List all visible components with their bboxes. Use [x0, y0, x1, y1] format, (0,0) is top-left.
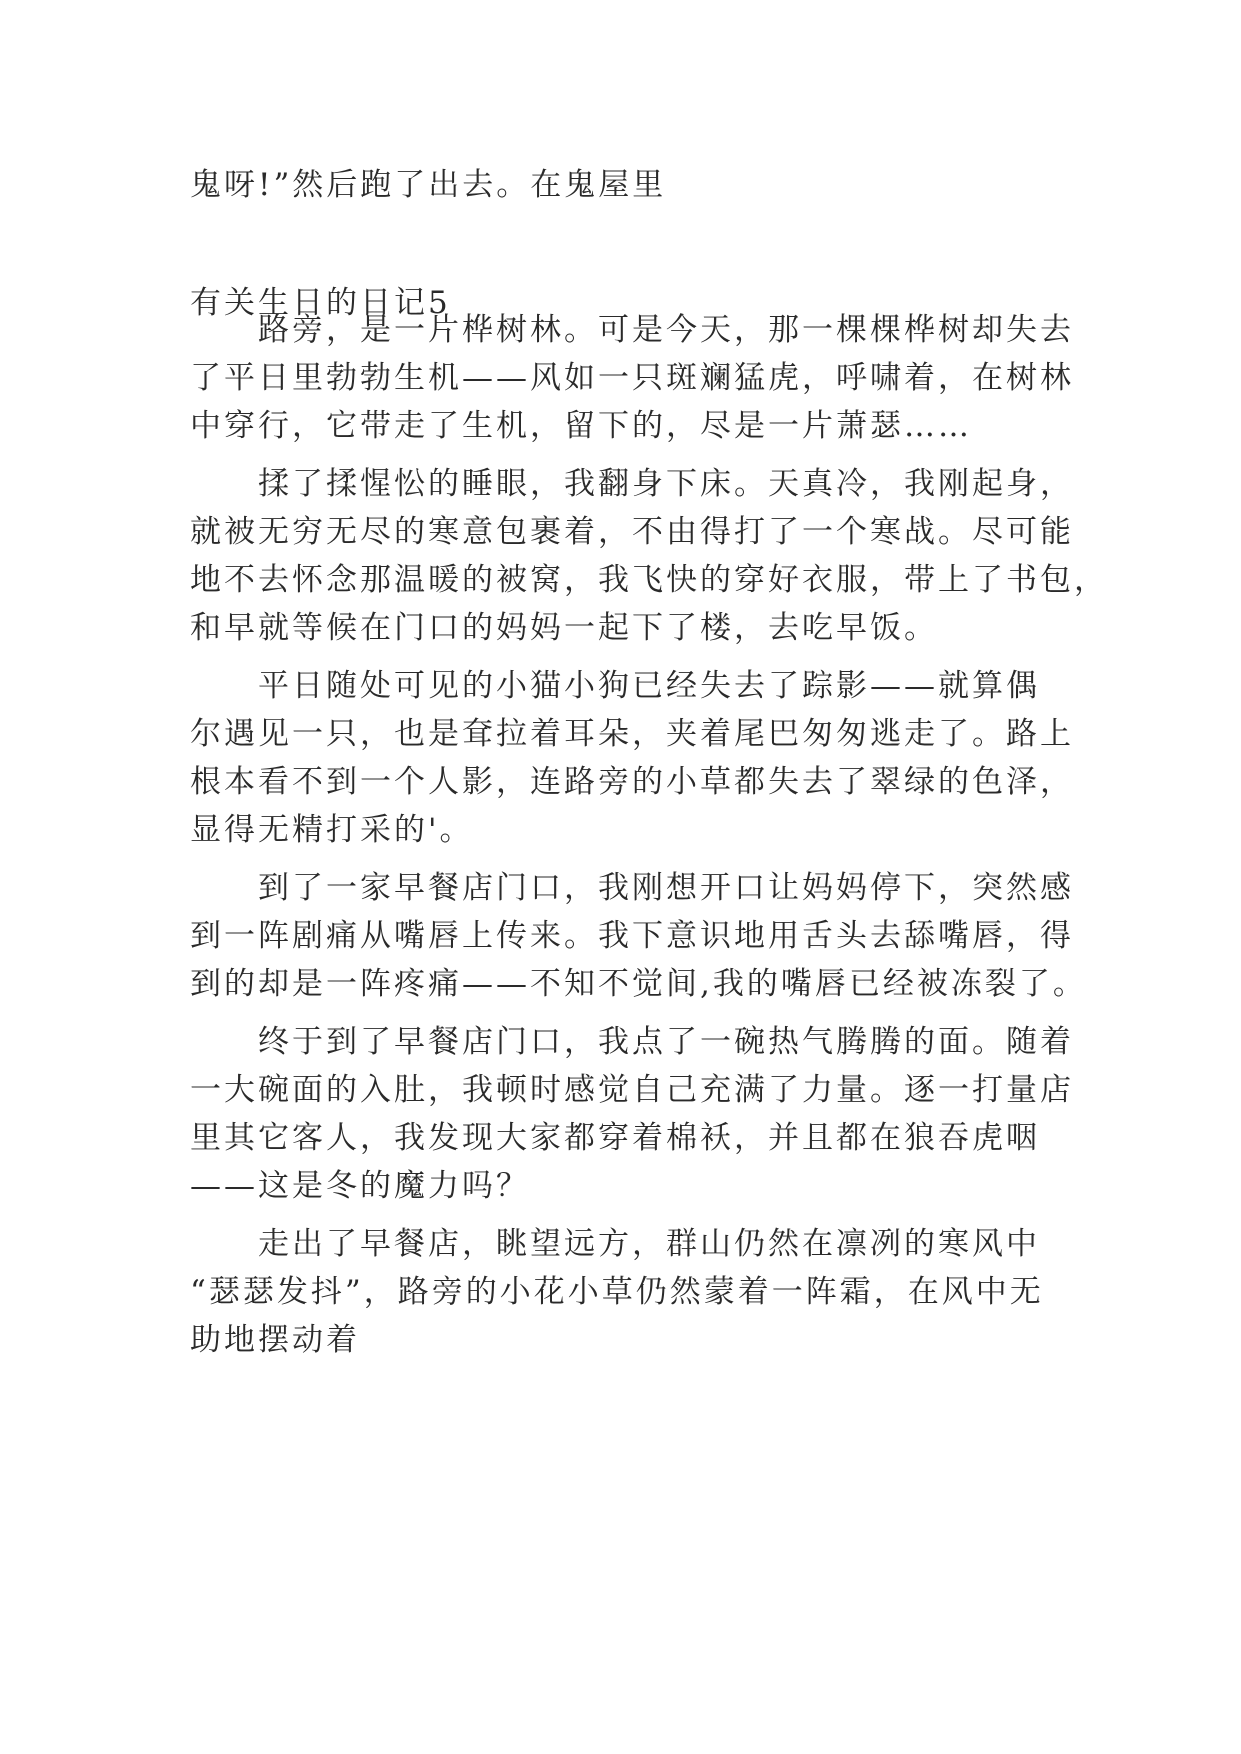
paragraph-line: 一大碗面的入肚，我顿时感觉自己充满了力量。逐一打量店: [190, 1072, 1074, 1108]
paragraph-line: 地不去怀念那温暖的被窝，我飞快的穿好衣服，带上了书包，: [190, 562, 1108, 598]
paragraph-line: 根本看不到一个人影，连路旁的小草都失去了翠绿的色泽，: [190, 764, 1074, 800]
paragraph-line: 中穿行，它带走了生机，留下的，尽是一片萧瑟……: [190, 408, 972, 444]
paragraph-line: 了平日里勃勃生机——风如一只斑斓猛虎，呼啸着，在树林: [190, 360, 1074, 396]
paragraph-line: 就被无穷无尽的寒意包裹着，不由得打了一个寒战。尽可能: [190, 514, 1074, 550]
paragraph-line: 里其它客人，我发现大家都穿着棉袄，并且都在狼吞虎咽: [190, 1120, 1040, 1156]
paragraph-line: 尔遇见一只，也是耷拉着耳朵，夹着尾巴匆匆逃走了。路上: [190, 716, 1074, 752]
paragraph-line: 显得无精打采的'。: [190, 812, 474, 848]
paragraph-line: 路旁，是一片桦树林。可是今天，那一棵棵桦树却失去: [258, 312, 1074, 348]
paragraph-line: 到了一家早餐店门口，我刚想开口让妈妈停下，突然感: [258, 870, 1074, 906]
paragraph-line: 助地摆动着: [190, 1322, 360, 1358]
paragraph-line: ——这是冬的魔力吗？: [190, 1168, 530, 1204]
paragraph-line: 到的却是一阵疼痛——不知不觉间,我的嘴唇已经被冻裂了。: [190, 966, 1087, 1002]
fragment-line: 鬼呀!”然后跑了出去。在鬼屋里: [190, 167, 667, 203]
paragraph-line: 和早就等候在门口的妈妈一起下了楼，去吃早饭。: [190, 610, 938, 646]
paragraph-line: “瑟瑟发抖”，路旁的小花小草仍然蒙着一阵霜，在风中无: [190, 1274, 1044, 1310]
paragraph-line: 走出了早餐店，眺望远方，群山仍然在凛冽的寒风中: [258, 1226, 1040, 1262]
paragraph-line: 到一阵剧痛从嘴唇上传来。我下意识地用舌头去舔嘴唇，得: [190, 918, 1074, 954]
section-heading: 有关生日的日记5: [190, 285, 451, 321]
paragraph-line: 揉了揉惺忪的睡眼，我翻身下床。天真冷，我刚起身，: [258, 466, 1074, 502]
paragraph-line: 终于到了早餐店门口，我点了一碗热气腾腾的面。随着: [258, 1024, 1074, 1060]
paragraph-line: 平日随处可见的小猫小狗已经失去了踪影——就算偶: [258, 668, 1040, 704]
